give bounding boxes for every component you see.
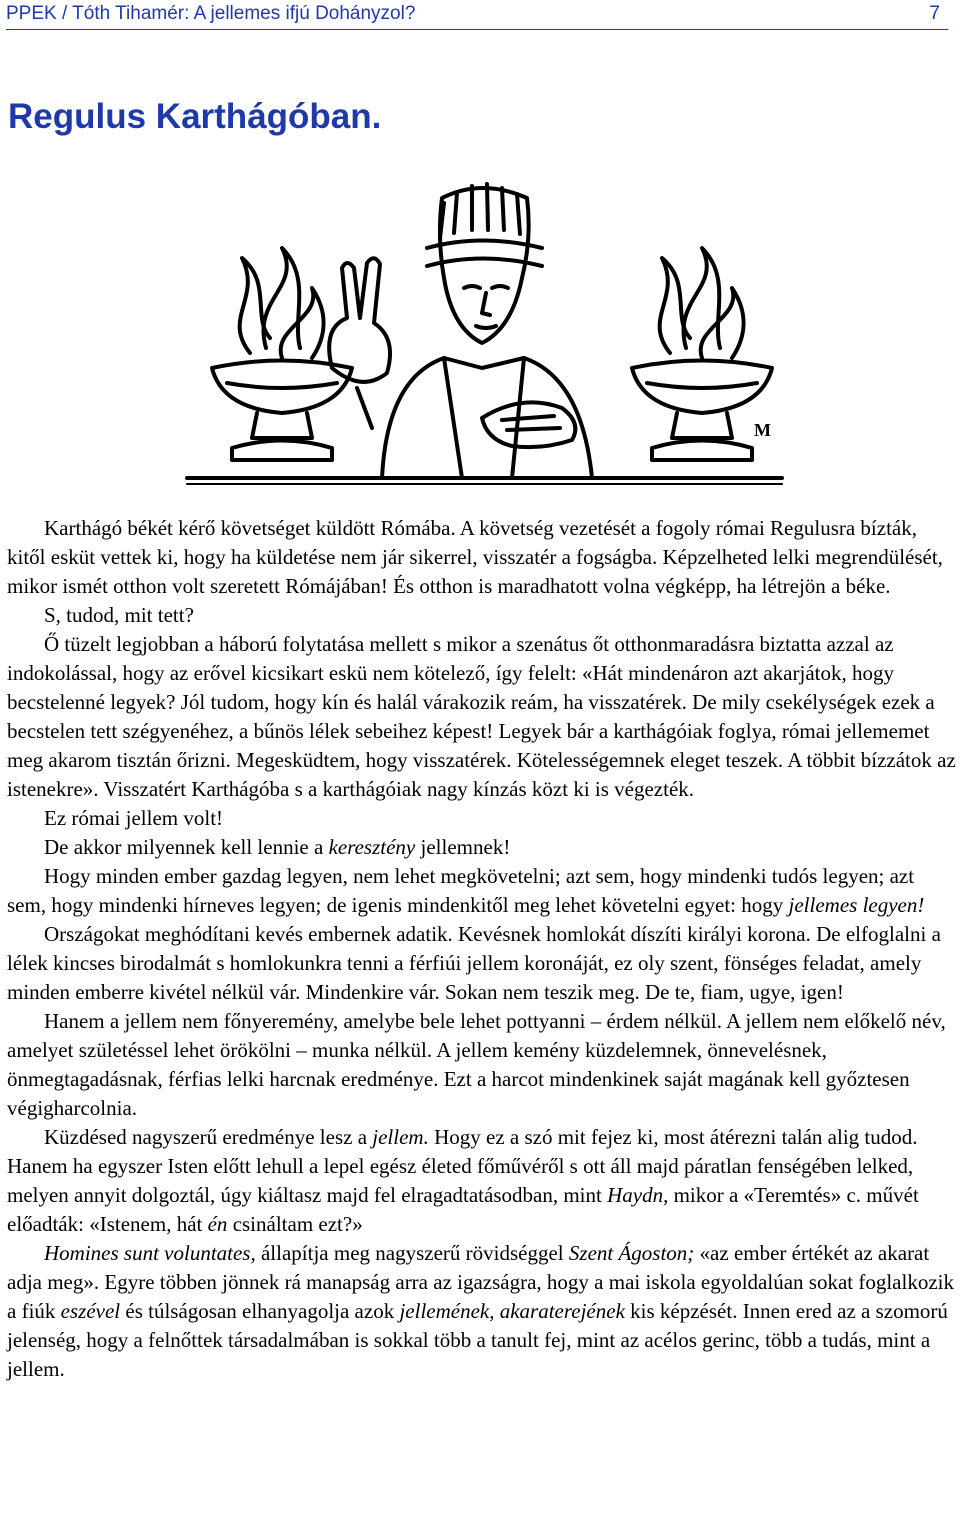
italic-text: jellemének, akaraterejének	[399, 1299, 625, 1323]
italic-text: Szent Ágoston;	[568, 1241, 695, 1265]
text-run: De akkor milyennek kell lennie a	[44, 835, 329, 859]
paragraph	[7, 833, 957, 862]
body-text	[7, 514, 957, 1384]
paragraph	[7, 862, 957, 920]
italic-text: Homines sunt voluntates,	[44, 1241, 256, 1265]
paragraph	[7, 1007, 957, 1123]
header-title: PPEK / Tóth Tihamér: A jellemes ifjú Dohányzol?	[6, 3, 416, 24]
italic-text: keresztény	[328, 835, 416, 859]
page-number: 7	[929, 3, 940, 24]
text-run: csináltam ezt?»	[227, 1212, 363, 1236]
text-run: Országokat meghódítani kevés embernek adatik. Kevésnek homlokát díszíti királyi korona. De elfoglalni a lélek kincses birodalmát s homlokunkra tenni a férfiúi jellem koronáját, ez oly szent, fönséges feladat, amely minden emberre kivétel nélkül vár. Mindenkire vár. Sokan nem teszik meg. De te, fiam, ugye, igen!	[7, 922, 941, 1004]
text-run: Karthágó békét kérő követséget küldött Rómába. A követség vezetését a fogoly római Regulusra bízták, kitől esküt vettek ki, hogy ha küldetése nem jár sikerrel, visszatér a fogságba. Képzelheted lelki megrendülését, mikor ismét otthon volt szeretett Rómájában! És otthon is maradhatott volna végképp, ha létrejön a béke.	[7, 516, 943, 598]
italic-text: eszével	[60, 1299, 121, 1323]
italic-text: jellem.	[372, 1125, 429, 1149]
paragraph	[7, 630, 957, 804]
italic-text: jellemes legyen!	[788, 893, 925, 917]
text-run: Hogy minden ember gazdag legyen, nem lehet megkövetelni; azt sem, hogy mindenki tudós legyen; azt sem, hogy mindenki hírneves legyen; de igenis mindenkitől meg lehet követelni egyet: hogy	[7, 864, 915, 917]
paragraph	[7, 920, 957, 1007]
page-header	[6, 0, 948, 30]
text-run: kis képzését. Innen ered az a szomorú jelenség, hogy a felnőttek társadalmában is sokkal több a tanult fej, mint az acélos gerinc, több a tudás, mint a jellem.	[7, 1299, 948, 1381]
text-run: Hogy ez a szó mit fejez ki, most átérezni talán alig tudod. Hanem ha egyszer Isten előtt lehull a lepel egész életed főművéről s ott áll majd páratlan fenségében lelked, melyen annyit dolgoztál, úgy kiáltasz majd fel elragadtatásodban, mint	[7, 1125, 918, 1207]
paragraph	[7, 601, 957, 630]
text-run: és túlságosan elhanyagolja azok	[120, 1299, 400, 1323]
text-run: S, tudod, mit tett?	[44, 603, 194, 627]
text-run: jellemnek!	[415, 835, 511, 859]
chapter-title: Regulus Karthágóban.	[8, 97, 382, 136]
text-run: Hanem a jellem nem főnyeremény, amelybe bele lehet pottyanni – érdem nélkül. A jellem nem előkelő név, amelyet születéssel lehet örökölni – munka nélkül. A jellem kemény küzdelemnek, önnevelésnek, önmegtagadásnak, férfias lelki harcnak eredménye. Ezt a harcot mindenkinek saját magának kell győztesen végigharcolnia.	[7, 1009, 946, 1120]
text-run: «az ember értékét az akarat adja meg». Egyre többen jönnek rá manapság arra az igazságra, hogy a mai iskola egyoldalúan sokat foglalkozik a fiúk	[7, 1241, 954, 1323]
text-run: Küzdésed nagyszerű eredménye lesz a	[44, 1125, 373, 1149]
paragraph	[7, 804, 957, 833]
text-run: Ez római jellem volt!	[44, 806, 224, 830]
text-run: Ő tüzelt legjobban a háború folytatása mellett s mikor a szenátus őt otthonmaradásra biztatta azzal az indokolással, hogy az erővel kicsikart eskü nem kötelező, így felelt: «Hát mindenáron azt akarjátok, hogy becstelenné legyek? Jól tudom, hogy kín és halál várakozik reám, ha visszatérek. De mily csekélységek ezek a becstelen tett szégyenéhez, a bűnös lélek sebeihez képest! Legyek bár a karthágóiak foglya, római jellememet meg akarom tisztán őrizni. Megesküdtem, hogy visszatérek. Kötelességemnek eleget teszek. A többit bízzátok az istenekre». Visszatért Karthágóba s a karthágóiak nagy kínzás közt ki is végezték.	[7, 632, 956, 801]
regulus-illustration	[182, 178, 786, 490]
paragraph	[7, 514, 957, 601]
text-run: állapítja meg nagyszerű rövidséggel	[255, 1241, 569, 1265]
text-run: mikor a «Teremtés» c. művét előadták: «Istenem, hát	[7, 1183, 919, 1236]
italic-text: Haydn,	[607, 1183, 669, 1207]
paragraph	[7, 1123, 957, 1239]
artist-signature: M	[754, 420, 771, 440]
paragraph	[7, 1239, 957, 1384]
italic-text: én	[207, 1212, 228, 1236]
